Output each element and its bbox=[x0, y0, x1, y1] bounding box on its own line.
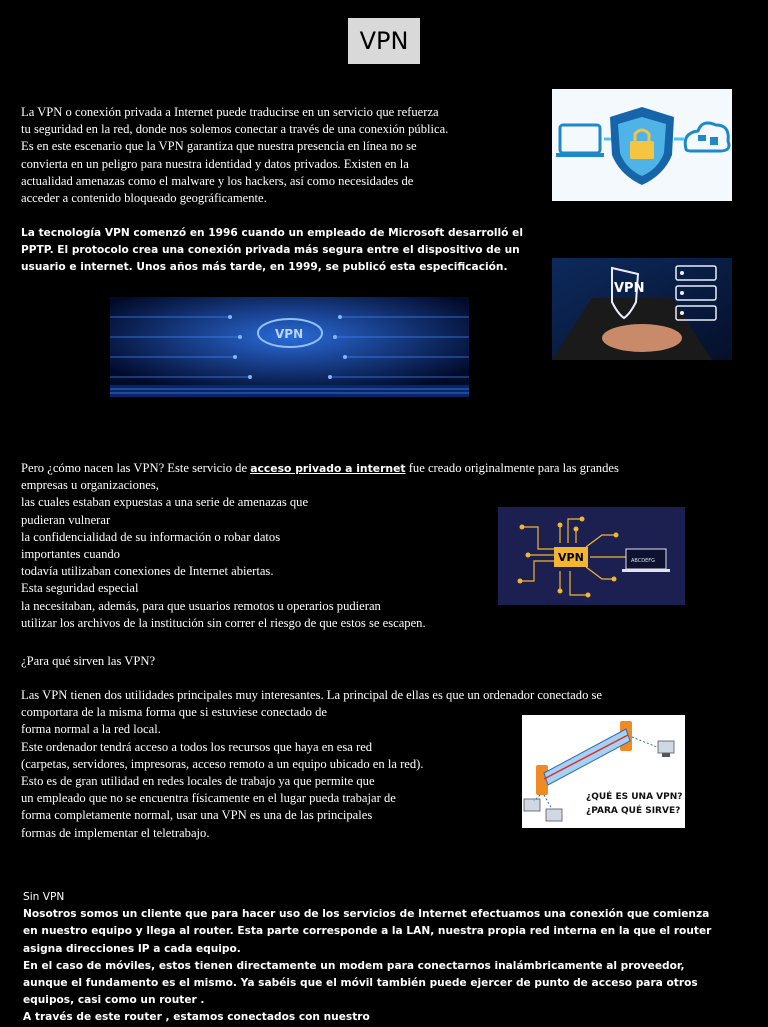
origin-text: Pero ¿cómo nacen las VPN? Este servicio de bbox=[21, 461, 251, 475]
origin-text: fue creado originalmente para las grandes bbox=[405, 461, 619, 475]
diagram-title-1: ¿QUÉ ES UNA VPN? bbox=[586, 792, 683, 802]
sin-vpn-line: equipos, casi como un router . bbox=[23, 994, 205, 1007]
origin-line: la necesitaban, además, para que usuarios remotos u operarios pudieran bbox=[21, 598, 381, 613]
origin-line bbox=[21, 460, 721, 477]
vpn-circuit-banner bbox=[110, 297, 469, 397]
intro-line: Es en este escenario que la VPN garantiza que nuestra presencia en línea no se bbox=[21, 139, 417, 154]
uses-question: ¿Para qué sirven las VPN? bbox=[21, 654, 156, 668]
vpn-tunnel-diagram bbox=[522, 715, 685, 828]
sin-vpn-line: En el caso de móviles, estos tienen directamente un modem para conectarnos inalámbricamente al proveedor, bbox=[23, 959, 685, 972]
origin-line: Esta seguridad especial bbox=[21, 581, 139, 596]
diagram-title-2: ¿PARA QUÉ SIRVE? bbox=[586, 806, 681, 816]
laptop-screen-text: ABCDEFG bbox=[631, 558, 656, 564]
history-line: PPTP. El protocolo crea una conexión privada más segura entre el dispositivo de un bbox=[21, 244, 520, 257]
history-line: La tecnología VPN comenzó en 1996 cuando un empleado de Microsoft desarrolló el bbox=[21, 227, 523, 239]
intro-line: tu seguridad en la red, donde nos solemos conectar a través de una conexión pública. bbox=[21, 122, 449, 137]
intro-line: La VPN o conexión privada a Internet puede traducirse en un servicio que refuerza bbox=[21, 105, 439, 119]
sin-vpn-line: aunque el fundamento es el mismo. Ya sabéis que el móvil también puede ejercer de punto de acceso para otros bbox=[23, 977, 698, 990]
vpn-label: VPN bbox=[614, 281, 645, 296]
origin-line: pudieran vulnerar bbox=[21, 512, 111, 527]
vpn-chip-image bbox=[498, 507, 685, 605]
uses-line: comportara de la misma forma que si estuviese conectado de bbox=[21, 705, 327, 720]
sin-vpn-line: Nosotros somos un cliente que para hacer uso de los servicios de Internet efectuamos una conexión que comienza bbox=[23, 908, 710, 921]
sin-vpn-heading: Sin VPN bbox=[23, 891, 65, 903]
shield-security-image bbox=[552, 89, 732, 201]
uses-line: un empleado que no se encuentra físicamente en el lugar pueda trabajar de bbox=[21, 791, 396, 806]
intro-line: actualidad amenazas como el malware y los hackers, así como necesidades de bbox=[21, 173, 414, 188]
page-title: VPN bbox=[348, 18, 420, 64]
uses-line: forma normal a la red local. bbox=[21, 722, 161, 737]
uses-line: Las VPN tienen dos utilidades principales muy interesantes. La principal de ellas es que un ordenador conectado se bbox=[21, 688, 603, 702]
intro-line: convierta en un peligro para nuestra identidad y datos privados. Existen en la bbox=[21, 156, 409, 171]
vpn-label: VPN bbox=[275, 327, 304, 341]
uses-line: (carpetas, servidores, impresoras, acceso remoto a un equipo ubicado en la red). bbox=[21, 756, 424, 771]
sin-vpn-section bbox=[23, 889, 712, 1027]
origin-line: todavía utilizaban conexiones de Internet abiertas. bbox=[21, 564, 274, 579]
origin-line: importantes cuando bbox=[21, 547, 120, 562]
history-paragraph bbox=[21, 225, 541, 277]
vpn-laptop-image bbox=[552, 258, 732, 360]
sin-vpn-line: A través de este router , estamos conectados con nuestro bbox=[23, 1011, 370, 1024]
uses-line: forma completamente normal, usar una VPN es una de las principales bbox=[21, 808, 373, 823]
origin-line: la confidencialidad de su información o robar datos bbox=[21, 529, 281, 544]
uses-line: Esto es de gran utilidad en redes locales de trabajo ya que permite que bbox=[21, 774, 375, 789]
history-line: usuario e internet. Unos años más tarde, en 1999, se publicó esta especificación. bbox=[21, 261, 508, 274]
vpn-label: VPN bbox=[558, 551, 584, 564]
intro-paragraph bbox=[21, 104, 541, 207]
private-access-link[interactable]: acceso privado a internet bbox=[250, 462, 406, 475]
uses-line: Este ordenador tendrá acceso a todos los recursos que haya en esa red bbox=[21, 739, 373, 754]
sin-vpn-line: asigna direcciones IP a cada equipo. bbox=[23, 942, 241, 955]
origin-line: empresas u organizaciones, bbox=[21, 478, 159, 493]
intro-line: acceder a contenido bloqueado geográficamente. bbox=[21, 191, 267, 206]
uses-line: formas de implementar el teletrabajo. bbox=[21, 825, 210, 840]
sin-vpn-line: en nuestro equipo y llega al router. Esta parte corresponde a la LAN, nuestra propia red interna en la que el router bbox=[23, 925, 712, 938]
origin-line: utilizar los archivos de la institución sin correr el riesgo de que estos se escapen. bbox=[21, 615, 426, 630]
origin-line: las cuales estaban expuestas a una serie de amenazas que bbox=[21, 495, 309, 510]
